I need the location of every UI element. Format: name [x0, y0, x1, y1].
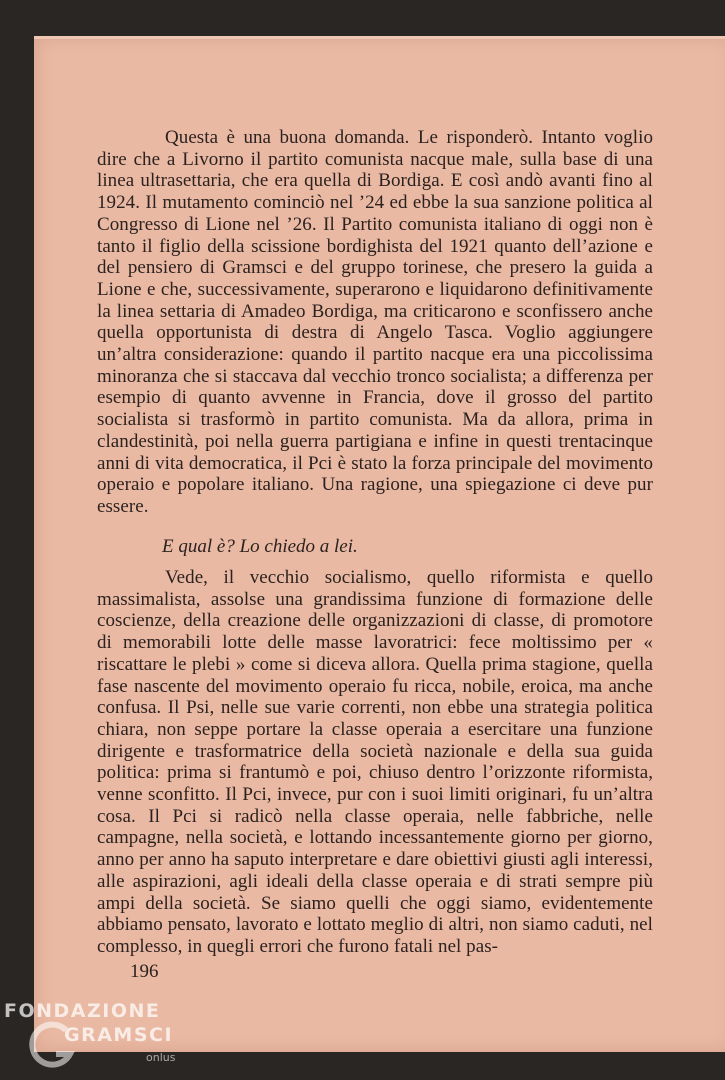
page-number: 196: [130, 961, 159, 982]
watermark-line-1: FONDAZIONE: [4, 1000, 161, 1022]
watermark-onlus: onlus: [146, 1051, 176, 1064]
interview-question: E qual è? Lo chiedo a lei.: [162, 536, 358, 557]
body-paragraph-2: Vede, il vecchio socialismo, quello riformista e quello massimalista, assolse una grandissima funzione di formazione delle coscienze, della creazione delle organizzazioni di classe, di promotore di memorabili lotte delle masse lavoratrici: fece moltissimo per « riscattare le plebi » come si diceva allora. Quella prima stagione, quella fase nascente del movimento operaio fu ricca, nobile, eroica, ma anche confusa. Il Psi, nelle sue varie correnti, non ebbe una strategia politica chiara, non seppe portare la classe operaia a esercitare una funzione dirigente e trasformatrice della società nazionale e della sua guida politica: prima si frantumò e poi, chiuso dentro l’orizzonte riformista, venne sconfitto. Il Pci, invece, pur con i suoi limiti originari, fu un’altra cosa. Il Pci si radicò nella classe operaia, nelle fabbriche, nelle campagne, nella società, e lottando incessantemente giorno per giorno, anno per anno ha saputo interpretare e dare obiettivi giusti agli interessi, alle aspirazioni, agli ideali della classe operaia e di strati sempre più ampi della società. Se siamo quelli che oggi siamo, evidentemente abbiamo pensato, lavorato e lottato meglio di altri, non siamo caduti, nel complesso, in quegli errori che furono fatali nel pas-: [97, 567, 653, 957]
fondazione-gramsci-watermark: [0, 996, 200, 1076]
body-paragraph-1: Questa è una buona domanda. Le risponderò. Intanto voglio dire che a Livorno il partito comunista nacque male, sulla base di una linea ultrasettaria, che era quella di Bordiga. E così andò avanti fino al 1924. Il mutamento cominciò nel ’24 ed ebbe la sua sanzione politica al Congresso di Lione nel ’26. Il Partito comunista italiano di oggi non è tanto il figlio della scissione bordighista del 1921 quanto dell’azione e del pensiero di Gramsci e del gruppo torinese, che presero la guida a Lione e che, successivamente, superarono e liquidarono definitivamente la linea settaria di Amadeo Bordiga, ma criticarono e sconfissero anche quella opportunista di destra di Angelo Tasca. Voglio aggiungere un’altra considerazione: quando il partito nacque era una piccolissima minoranza che si staccava dal vecchio tronco socialista; a differenza per esempio di quanto avvenne in Francia, dove il grosso del partito socialista si trasformò in partito comunista. Ma da allora, prima in clandestinità, poi nella guerra partigiana e infine in questi trentacinque anni di vita democratica, il Pci è stato la forza principale del movimento operaio e popolare italiano. Una ragione, una spiegazione ci deve pur essere.: [97, 127, 653, 517]
watermark-line-2: GRAMSCI: [64, 1024, 174, 1046]
page-top-edge: [34, 36, 725, 39]
